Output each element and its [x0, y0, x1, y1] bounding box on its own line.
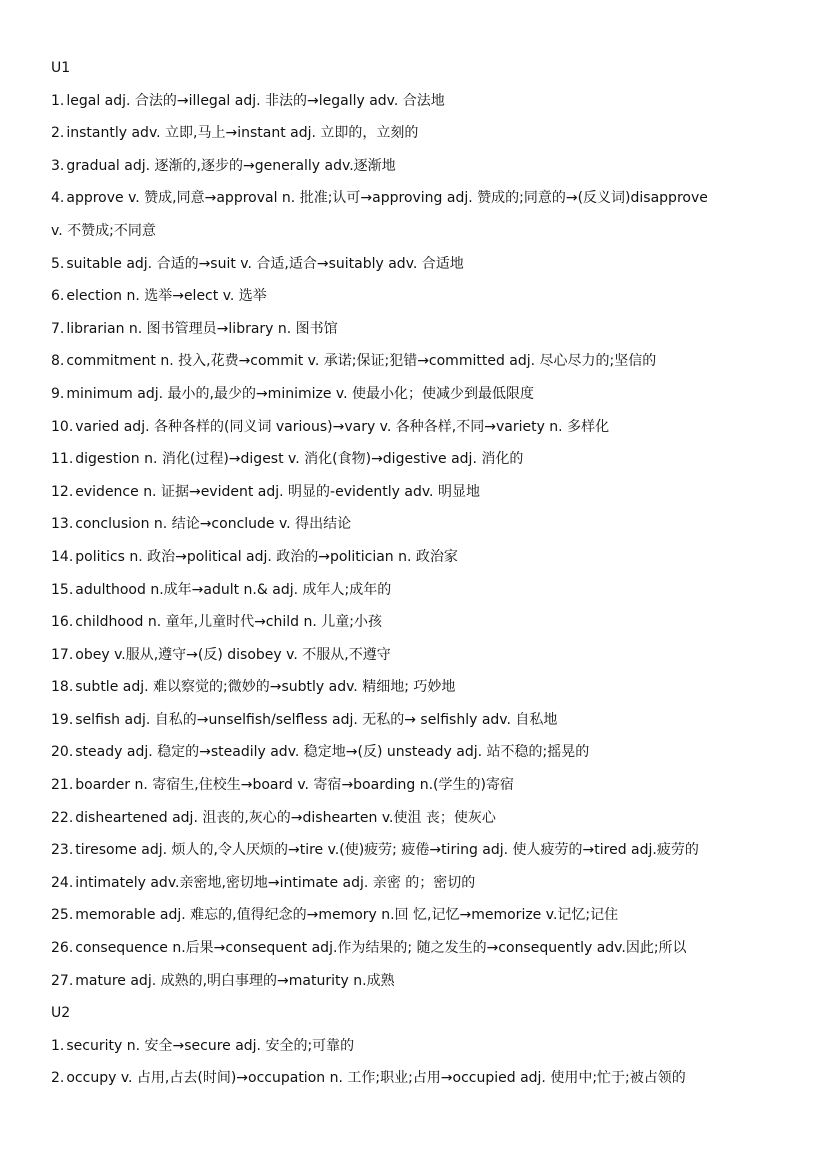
entry-text: suitable adj. 合适的→suit v. 合适,适合→suitably adv. 合适地	[66, 255, 464, 272]
entry-text: obey v.服从,遵守→(反) disobey v. 不服从,不遵守	[75, 646, 391, 663]
word-entry	[51, 185, 791, 218]
entry-text: gradual adj. 逐渐的,逐步的→generally adv.逐渐地	[66, 157, 396, 174]
entry-number: 11.	[51, 451, 74, 468]
entry-number: 8.	[51, 353, 65, 370]
entry-text: intimately adv.亲密地,密切地→intimate adj. 亲密 的；密切的	[75, 874, 476, 891]
entry-text: approve v. 赞成,同意→approval n. 批准;认可→approving adj. 赞成的;同意的→(反义词)disapprove	[66, 190, 708, 207]
word-entry	[51, 479, 791, 512]
entry-number: 4.	[51, 190, 65, 207]
entry-text: tiresome adj. 烦人的,令人厌烦的→tire v.(使)疲劳; 疲倦→tiring adj. 使人疲劳的→tired adj.疲劳的	[75, 842, 699, 859]
entry-text: politics n. 政治→political adj. 政治的→politician n. 政治家	[75, 548, 458, 565]
unit-heading-u1: U1	[51, 60, 71, 76]
word-entry	[51, 772, 791, 805]
entry-number: 1.	[51, 1037, 65, 1054]
entry-text: boarder n. 寄宿生,住校生→board v. 寄宿→boarding n.(学生的)寄宿	[75, 777, 514, 794]
entry-text: varied adj. 各种各样的(同义词 various)→vary v. 各种各样,不同→variety n. 多样化	[75, 418, 610, 435]
entry-number: 25.	[51, 907, 74, 924]
word-entry	[51, 283, 791, 316]
entry-number: 24.	[51, 874, 74, 891]
word-entry	[51, 805, 791, 838]
entry-text: legal adj. 合法的→illegal adj. 非法的→legally adv. 合法地	[66, 92, 445, 109]
entry-text: disheartened adj. 沮丧的,灰心的→dishearten v.使沮 丧；使灰心	[75, 809, 496, 826]
word-entry	[51, 1065, 791, 1098]
entry-number: 10.	[51, 418, 74, 435]
entry-text: subtle adj. 难以察觉的;微妙的→subtly adv. 精细地; 巧妙地	[75, 679, 456, 696]
word-entry	[51, 870, 791, 903]
entry-number: 2.	[51, 1070, 65, 1087]
entry-number: 9.	[51, 385, 65, 402]
entry-text: steady adj. 稳定的→steadily adv. 稳定地→(反) unsteady adj. 站不稳的;摇晃的	[75, 744, 590, 761]
word-entry	[51, 316, 791, 349]
word-entry	[51, 935, 791, 968]
word-entry	[51, 381, 791, 414]
word-entry-continuation	[51, 218, 791, 251]
entry-text: consequence n.后果→consequent adj.作为结果的; 随之发生的→consequently adv.因此;所以	[75, 940, 687, 957]
entry-text: conclusion n. 结论→conclude v. 得出结论	[75, 516, 352, 533]
entry-continuation-text: v. 不赞成;不同意	[51, 222, 156, 239]
entry-text: minimum adj. 最小的,最少的→minimize v. 使最小化；使减少到最低限度	[66, 385, 535, 402]
word-entry	[51, 609, 791, 642]
word-entry	[51, 739, 791, 772]
unit-heading-u2: U2	[51, 1005, 71, 1022]
entry-number: 3.	[51, 157, 65, 174]
entry-number: 16.	[51, 614, 74, 631]
entry-text: mature adj. 成熟的,明白事理的→maturity n.成熟	[75, 972, 395, 989]
entry-text: memorable adj. 难忘的,值得纪念的→memory n.回 忆,记忆→memorize v.记忆;记住	[75, 907, 619, 924]
entry-text: selfish adj. 自私的→unselfish/selfless adj. 无私的→ selfishly adv. 自私地	[75, 711, 558, 728]
entry-text: evidence n. 证据→evident adj. 明显的-evidently adv. 明显地	[75, 483, 480, 500]
entry-text: instantly adv. 立即,马上→instant adj. 立即的，立刻的	[66, 125, 419, 142]
entry-number: 6.	[51, 288, 65, 305]
entry-text: digestion n. 消化(过程)→digest v. 消化(食物)→digestive adj. 消化的	[75, 451, 524, 468]
entry-text: election n. 选举→elect v. 选举	[66, 288, 267, 305]
word-entry	[51, 577, 791, 610]
entry-number: 1.	[51, 92, 65, 109]
word-list-u1	[51, 88, 791, 1001]
entry-number: 15.	[51, 581, 74, 598]
word-entry	[51, 414, 791, 447]
entry-number: 19.	[51, 711, 74, 728]
entry-number: 20.	[51, 744, 74, 761]
word-entry	[51, 348, 791, 381]
word-entry	[51, 902, 791, 935]
word-entry	[51, 446, 791, 479]
word-entry	[51, 642, 791, 675]
word-entry	[51, 674, 791, 707]
entry-number: 26.	[51, 940, 74, 957]
word-entry	[51, 707, 791, 740]
entry-number: 2.	[51, 125, 65, 142]
word-entry	[51, 120, 791, 153]
entry-number: 21.	[51, 777, 74, 794]
entry-number: 5.	[51, 255, 65, 272]
entry-text: adulthood n.成年→adult n.& adj. 成年人;成年的	[75, 581, 392, 598]
vocabulary-content	[51, 55, 791, 1098]
entry-number: 12.	[51, 483, 74, 500]
entry-number: 27.	[51, 972, 74, 989]
entry-text: occupy v. 占用,占去(时间)→occupation n. 工作;职业;占用→occupied adj. 使用中;忙于;被占领的	[66, 1070, 686, 1087]
entry-number: 7.	[51, 320, 65, 337]
word-entry	[51, 1033, 791, 1066]
entry-number: 23.	[51, 842, 74, 859]
entry-number: 18.	[51, 679, 74, 696]
word-entry	[51, 88, 791, 121]
entry-text: security n. 安全→secure adj. 安全的;可靠的	[66, 1037, 355, 1054]
word-entry	[51, 511, 791, 544]
entry-number: 22.	[51, 809, 74, 826]
word-entry	[51, 968, 791, 1001]
entry-text: commitment n. 投入,花费→commit v. 承诺;保证;犯错→committed adj. 尽心尽力的;坚信的	[66, 353, 657, 370]
word-list-u2	[51, 1033, 791, 1098]
word-entry	[51, 251, 791, 284]
entry-number: 17.	[51, 646, 74, 663]
entry-number: 14.	[51, 548, 74, 565]
word-entry	[51, 544, 791, 577]
word-entry	[51, 837, 791, 870]
entry-text: librarian n. 图书管理员→library n. 图书馆	[66, 320, 338, 337]
entry-text: childhood n. 童年,儿童时代→child n. 儿童;小孩	[75, 614, 382, 631]
word-entry	[51, 153, 791, 186]
entry-number: 13.	[51, 516, 74, 533]
